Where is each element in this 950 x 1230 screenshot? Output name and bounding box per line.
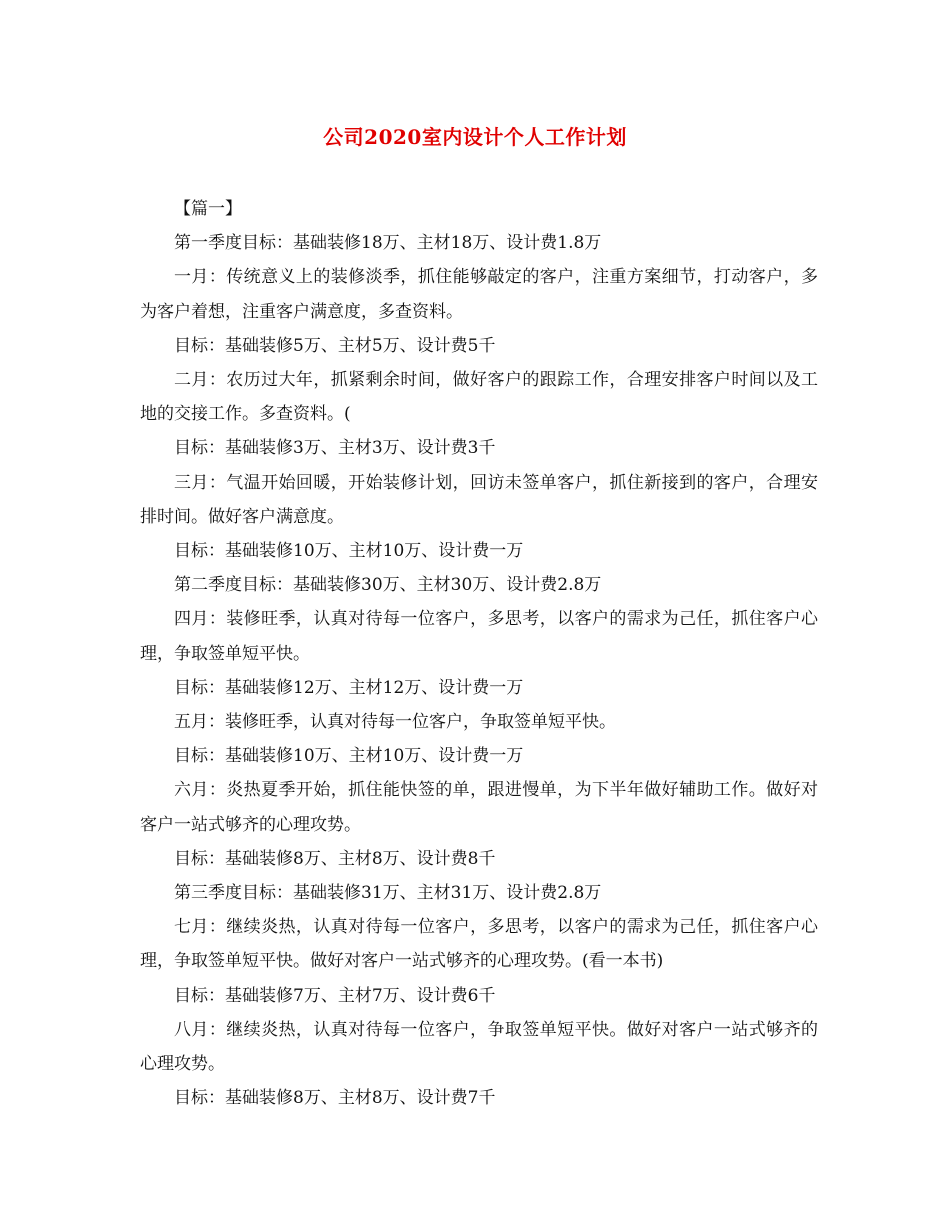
paragraph-april: 四月：装修旺季，认真对待每一位客户，多思考，以客户的需求为己任，抓住客户心理，争取签单短平快。	[140, 609, 818, 664]
paragraph-march-target: 目标：基础装修10万、主材10万、设计费一万	[174, 541, 524, 562]
section-heading: 【篇一】	[174, 199, 242, 219]
paragraph-february: 二月：农历过大年，抓紧剩余时间，做好客户的跟踪工作，合理安排客户时间以及工地的交接工作。多查资料。(	[140, 370, 818, 425]
paragraph-june: 六月：炎热夏季开始，抓住能快签的单，跟进慢单，为下半年做好辅助工作。做好对客户一站式够齐的心理攻势。	[140, 780, 818, 835]
document-title: 公司2020室内设计个人工作计划	[323, 125, 627, 149]
paragraph-january-target: 目标：基础装修5万、主材5万、设计费5千	[174, 335, 496, 356]
paragraph-april-target: 目标：基础装修12万、主材12万、设计费一万	[174, 677, 524, 698]
paragraph-august-target: 目标：基础装修8万、主材8万、设计费7千	[174, 1088, 496, 1109]
paragraph-january: 一月：传统意义上的装修淡季，抓住能够敲定的客户，注重方案细节，打动客户，多为客户着想，注重客户满意度，多查资料。	[140, 267, 818, 322]
paragraph-q2-goal: 第二季度目标：基础装修30万、主材30万、设计费2.8万	[174, 575, 602, 596]
document-body	[140, 192, 818, 1115]
paragraph-july: 七月：继续炎热，认真对待每一位客户，多思考，以客户的需求为己任，抓住客户心理，争取签单短平快。做好对客户一站式够齐的心理攻势。(看一本书)	[140, 917, 818, 972]
paragraph-q1-goal: 第一季度目标：基础装修18万、主材18万、设计费1.8万	[174, 233, 602, 254]
paragraph-may-target: 目标：基础装修10万、主材10万、设计费一万	[174, 746, 524, 767]
paragraph-q3-goal: 第三季度目标：基础装修31万、主材31万、设计费2.8万	[174, 883, 602, 904]
paragraph-august: 八月：继续炎热，认真对待每一位客户，争取签单短平快。做好对客户一站式够齐的心理攻势。	[140, 1019, 818, 1075]
paragraph-february-target: 目标：基础装修3万、主材3万、设计费3千	[174, 438, 496, 459]
paragraph-march: 三月：气温开始回暖，开始装修计划，回访未签单客户，抓住新接到的客户，合理安排时间。做好客户满意度。	[140, 472, 818, 527]
paragraph-june-target: 目标：基础装修8万、主材8万、设计费8千	[174, 848, 496, 869]
paragraph-july-target: 目标：基础装修7万、主材7万、设计费6千	[174, 985, 496, 1006]
paragraph-may: 五月：装修旺季，认真对待每一位客户，争取签单短平快。	[174, 712, 616, 733]
